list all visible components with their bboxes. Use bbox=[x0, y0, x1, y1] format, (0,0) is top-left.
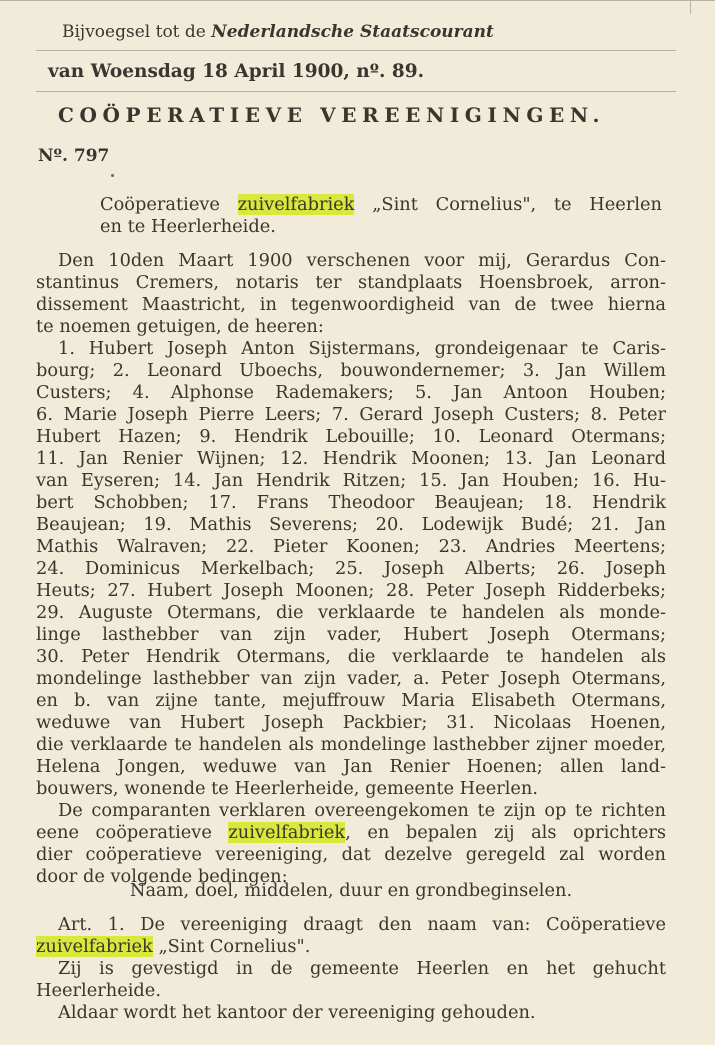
text-line: en te Heerlerheide. bbox=[100, 216, 276, 237]
text-line: bourg; 2. Leonard Uboechs, bouwondernemer; 3. Jan Willem bbox=[36, 360, 666, 381]
text-line: Mathis Walraven; 22. Pieter Koonen; 23. Andries Meertens; bbox=[36, 536, 666, 557]
top-border bbox=[0, 0, 715, 1]
text-line: bert Schobben; 17. Frans Theodoor Beaujean; 18. Hendrik bbox=[36, 492, 666, 513]
text-line: linge lasthebber van zijn vader, Hubert Joseph Otermans; bbox=[36, 624, 666, 645]
search-highlight: zuivelfabriek bbox=[36, 936, 153, 957]
text-line: Naam, doel, middelen, duur en grondbeginselen. bbox=[129, 880, 573, 901]
supplement-prefix: Bijvoegsel tot de bbox=[62, 22, 206, 42]
text-line: Beaujean; 19. Mathis Severens; 20. Lodewijk Budé; 21. Jan bbox=[36, 514, 666, 535]
text-line: dier coöperatieve vereeniging, dat dezelve geregeld zal worden bbox=[36, 844, 666, 865]
right-margin-line bbox=[690, 0, 691, 14]
text-line: mondelinge lasthebber van zijn vader, a. Peter Joseph Otermans, bbox=[36, 668, 666, 689]
text-line: Heuts; 27. Hubert Joseph Moonen; 28. Peter Joseph Ridderbeks; bbox=[36, 580, 666, 601]
text-line: die verklaarde te handelen als mondelinge lasthebber zijner moeder, bbox=[36, 734, 666, 755]
text-line: Aldaar wordt het kantoor der vereeniging gehouden. bbox=[58, 1002, 536, 1023]
text-line: eene coöperatieve zuivelfabriek, en bepalen zij als oprichters bbox=[36, 822, 666, 843]
text-line: Heerlerheide. bbox=[36, 980, 161, 1001]
text-line: zuivelfabriek „Sint Cornelius". bbox=[36, 936, 311, 957]
text-line: Den 10den Maart 1900 verschenen voor mij, Gerardus Con- bbox=[58, 250, 666, 271]
text-line: Art. 1. De vereeniging draagt den naam van: Coöperatieve bbox=[58, 914, 666, 935]
issue-rule bbox=[36, 91, 676, 92]
print-dot bbox=[111, 174, 114, 177]
text-line: 29. Auguste Otermans, die verklaarde te handelen als monde- bbox=[36, 602, 666, 623]
text-line: 6. Marie Joseph Pierre Leers; 7. Gerard Joseph Custers; 8. Peter bbox=[36, 404, 666, 425]
supplement-line bbox=[62, 22, 494, 42]
text-line: dissement Maastricht, in tegenwoordigheid van de twee hierna bbox=[36, 294, 666, 315]
header-rule bbox=[36, 50, 676, 51]
issue-date: van Woensdag 18 April 1900, nº. 89. bbox=[48, 61, 425, 82]
text-line: Hubert Hazen; 9. Hendrik Lebouille; 10. Leonard Otermans; bbox=[36, 426, 666, 447]
search-highlight: zuivelfabriek bbox=[228, 822, 346, 843]
entry-number: Nº. 797 bbox=[38, 146, 110, 166]
text-line: Zij is gevestigd in de gemeente Heerlen en het gehucht bbox=[58, 958, 666, 979]
text-line: van Eyseren; 14. Jan Hendrik Ritzen; 15. Jan Houben; 16. Hu- bbox=[36, 470, 666, 491]
text-line: en b. van zijne tante, mejuffrouw Maria Elisabeth Otermans, bbox=[36, 690, 666, 711]
text-line: 11. Jan Renier Wijnen; 12. Hendrik Moonen; 13. Jan Leonard bbox=[36, 448, 666, 469]
text-line: 30. Peter Hendrik Otermans, die verklaarde te handelen als bbox=[36, 646, 666, 667]
text-line: door de volgende bedingen: bbox=[36, 866, 288, 887]
section-heading: COÖPERATIEVE VEREENIGINGEN. bbox=[58, 103, 606, 127]
text-line: Custers; 4. Alphonse Rademakers; 5. Jan Antoon Houben; bbox=[36, 382, 666, 403]
text-line: bouwers, wonende te Heerlerheide, gemeente Heerlen. bbox=[36, 778, 539, 799]
text-line: stantinus Cremers, notaris ter standplaats Hoensbroek, arron- bbox=[36, 272, 666, 293]
text-line: Coöperatieve zuivelfabriek „Sint Cornelius", te Heerlen bbox=[100, 194, 662, 215]
text-line: Helena Jongen, weduwe van Jan Renier Hoenen; allen land- bbox=[36, 756, 666, 777]
text-line: 24. Dominicus Merkelbach; 25. Joseph Alberts; 26. Joseph bbox=[36, 558, 666, 579]
text-line: te noemen getuigen, de heeren: bbox=[36, 316, 324, 337]
text-line: 1. Hubert Joseph Anton Sijstermans, grondeigenaar te Caris- bbox=[58, 338, 666, 359]
search-highlight: zuivelfabriek bbox=[237, 194, 355, 215]
text-line: weduwe van Hubert Joseph Packbier; 31. Nicolaas Hoenen, bbox=[36, 712, 666, 733]
text-line: De comparanten verklaren overeengekomen te zijn op te richten bbox=[58, 800, 666, 821]
supplement-title: Nederlandsche Staatscourant bbox=[211, 22, 494, 42]
